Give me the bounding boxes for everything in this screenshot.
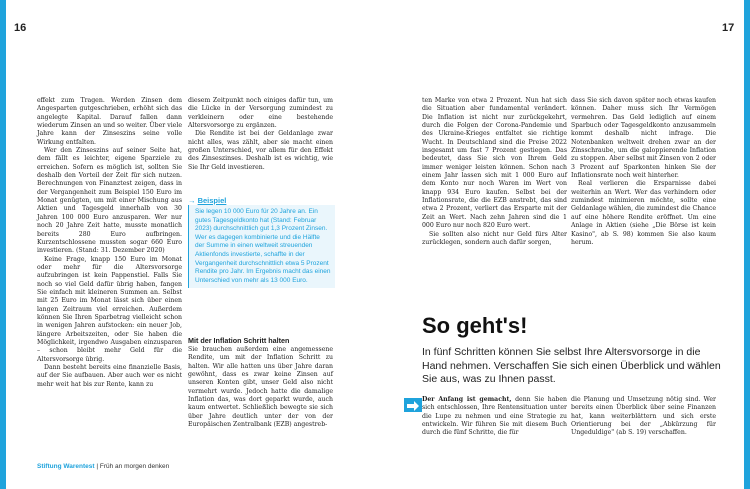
paragraph: Keine Frage, knapp 150 Euro im Monat oder mehr für die Altersvorsorge aufzubringen ist kein Pappenstiel. Falls Sie noch so viel Geld dafür übrig haben, fangen Sie einfach mit kleineren Summen an. Selbst mit 25 Euro im Monat lässt sich über einen langen Zeitraum viel erreichen. Außerdem können Sie Ihren Sparbetrag vielleicht schon in wenigen Jahren aufstocken: ein neuer Job, längere Arbeitszeiten, oder Sie haben die Möglichkeit, irgendwo Ausgaben einzusparen – schon bleibt mehr Geld für die Altersvorsorge übrig. — [37, 255, 182, 363]
footer-book-title: Früh an morgen denken — [99, 463, 170, 470]
paragraph — [422, 396, 567, 438]
example-box-title: Beispiel — [197, 196, 227, 205]
paragraph: Sie brauchen außerdem eine angemessene Rendite, um mit der Inflation Schritt zu halten. Wir alle hatten uns über Jahre daran gewöhnt, dass es zwar keine Zinsen auf unseren Konten gibt, unser Geld also nicht vermehrt wurde. Jedoch hatte die damalige Inflation das, was dort geparkt wurde, auch kaum entwertet. Schließlich bewegte sie sich über Jahre deutlich unter der von der Europäischen Zentralbank (EZB) angestreb- — [188, 346, 333, 429]
text-column-3 — [422, 97, 567, 247]
paragraph: effekt zum Tragen. Werden Zinsen dem Angesparten gutgeschrieben, erhöht sich das angelegte Kapital. Darauf fallen dann wiederum Zinsen an und so weiter. Über viele Jahre kann der Zinseszins seine volle Wirkung entfalten. — [37, 97, 182, 146]
text-column-2-continued — [188, 346, 333, 429]
footer-brand: Stiftung Warentest — [37, 463, 95, 470]
arrow-right-icon — [404, 398, 422, 412]
footer — [37, 463, 169, 470]
paragraph: Sie sollten also nicht nur Geld fürs Alter zurücklegen, sondern auch dafür sorgen, — [422, 230, 567, 246]
section-body-left — [422, 396, 567, 438]
section-body-right — [571, 396, 716, 438]
text-column-2 — [188, 97, 333, 172]
footer-separator: | — [96, 463, 99, 470]
paragraph: diesem Zeitpunkt noch einiges dafür tun, um die Lücke in der Versorgung zumindest zu verkleinern oder eine bestehende Altersvorsorge zu ergänzen. — [188, 97, 333, 130]
right-edge-stripe — [744, 0, 750, 489]
page-number-right: 17 — [722, 22, 735, 34]
paragraph: Die Rendite ist bei der Geldanlage zwar nicht alles, was zählt, aber sie macht einen großen Unterschied, vor allem für den Effekt des Zinseszinses. Deshalb ist es wichtig, wie Sie Ihr Geld investieren. — [188, 130, 333, 171]
paragraph-text: denn Sie haben sich entschlossen, Ihre Rentensituation unter die Lupe zu nehmen und eine Strategie zu entwickeln. Wir führen Sie mit diesem Buch durch die fünf Schritte, die für — [422, 396, 567, 437]
paragraph-lead-bold: Der Anfang ist gemacht, — [422, 396, 512, 403]
text-column-4 — [571, 97, 716, 247]
paragraph: dass Sie sich davon später noch etwas kaufen können. Daher muss sich Ihr Vermögen vermehren. Das Geld lediglich auf einem Sparbuch oder Tagesgeldkonto anzusammeln kommt deshalb nicht infrage. Die Notenbanken weltweit drehen zwar an der Zinsschraube, um die galoppierende Inflation zu stoppen. Aber selbst mit Zinsen von 2 oder 3 Prozent auf Sparkonten hinken Sie der Inflationsrate noch weit hinterher. — [571, 97, 716, 180]
left-edge-stripe — [0, 0, 6, 489]
section-title: So geht's! — [422, 313, 528, 338]
section-subheading: Mit der Inflation Schritt halten — [188, 336, 290, 345]
example-box — [188, 196, 338, 288]
section-lead: In fünf Schritten können Sie selbst Ihre Altersvorsorge in die Hand nehmen. Verschaffen Sie sich einen Überblick und wählen Sie aus, was zu Ihnen passt. — [422, 346, 721, 385]
paragraph: Wer den Zinseszins auf seiner Seite hat, dem fällt es leichter, eigene Sparziele zu erreichen. Sofern es möglich ist, sollten Sie deshalb den Vorteil der Zeit für sich nutzen. Berechnungen von Finanztest zeigen, dass in der Vergangenheit zum Beispiel 150 Euro im Monat genügten, um mit einer Mischung aus Aktien und Tagesgeld innerhalb von 30 Jahren 100 000 Euro anzusparen. Wer nur noch 20 Jahre Zeit hatte, musste monatlich bereits 280 Euro aufbringen. Kurzentschlossene mussten sogar 660 Euro investieren. (Stand: 31. Dezember 2020) — [37, 147, 182, 255]
page-number-left: 16 — [14, 22, 27, 34]
paragraph: Dann besteht bereits eine finanzielle Basis, auf der Sie aufbauen. Aber auch wer es nicht mehr weit hat bis zur Rente, kann zu — [37, 364, 182, 388]
paragraph: ten Marke von etwa 2 Prozent. Nun hat sich die Situation aber fundamental verändert. Die Inflation ist nicht nur zurückgekehrt, durch die Folgen der Corona-Pandemie und des Ukraine-Krieges entfaltet sie richtige Wucht. In Deutschland sind die Preise 2022 insgesamt um fast 7 Prozent gestiegen. Das bedeutet, dass Sie sich von Ihrem Geld immer weniger leisten können. Schon nach einem Jahr lassen sich mit 1 000 Euro auf dem Konto nur noch Waren im Wert von knapp 934 Euro kaufen. Selbst bei der Inflationsrate, die die EZB anstrebt, das sind etwa 2 Prozent, verliert das Ersparte mit der Zeit an Wert. Nach zehn Jahren sind die 1 000 Euro nur noch 820 Euro wert. — [422, 97, 567, 230]
example-box-header — [188, 196, 338, 205]
arrow-right-icon: → — [188, 196, 196, 205]
text-column-1 — [37, 97, 182, 389]
example-box-text: Sie legen 10 000 Euro für 20 Jahre an. Ein gutes Tagesgeldkonto hat (Stand: Februar 2023) durchschnittlich gut 1,3 Prozent Zinsen. Wer es dagegen kombinierte und die Hälfte der Summe in einen weltweit streuenden Aktienfonds investierte, schaffte in der Vergangenheit durchschnittlich etwa 5 Prozent Rendite pro Jahr. Im Ergebnis macht das einen Unterschied von mehr als 13 000 Euro. — [188, 205, 335, 288]
paragraph: Real verlieren die Ersparnisse dabei weiterhin an Wert. Wer das verhindern oder zumindest minimieren möchte, sollte eine Geldanlage wählen, die zumindest die Chance auf eine höhere Rendite eröffnet. Um eine Anlage in Aktien (siehe „Die Börse ist kein Kasino", ab S. 98) kommen Sie also kaum herum. — [571, 180, 716, 246]
paragraph: die Planung und Umsetzung nötig sind. Wer bereits einen Überblick über seine Finanzen hat, kann weiterblättern und sich erste Orientierung bei der „Abkürzung für Ungeduldige" (ab S. 19) verschaffen. — [571, 396, 716, 437]
